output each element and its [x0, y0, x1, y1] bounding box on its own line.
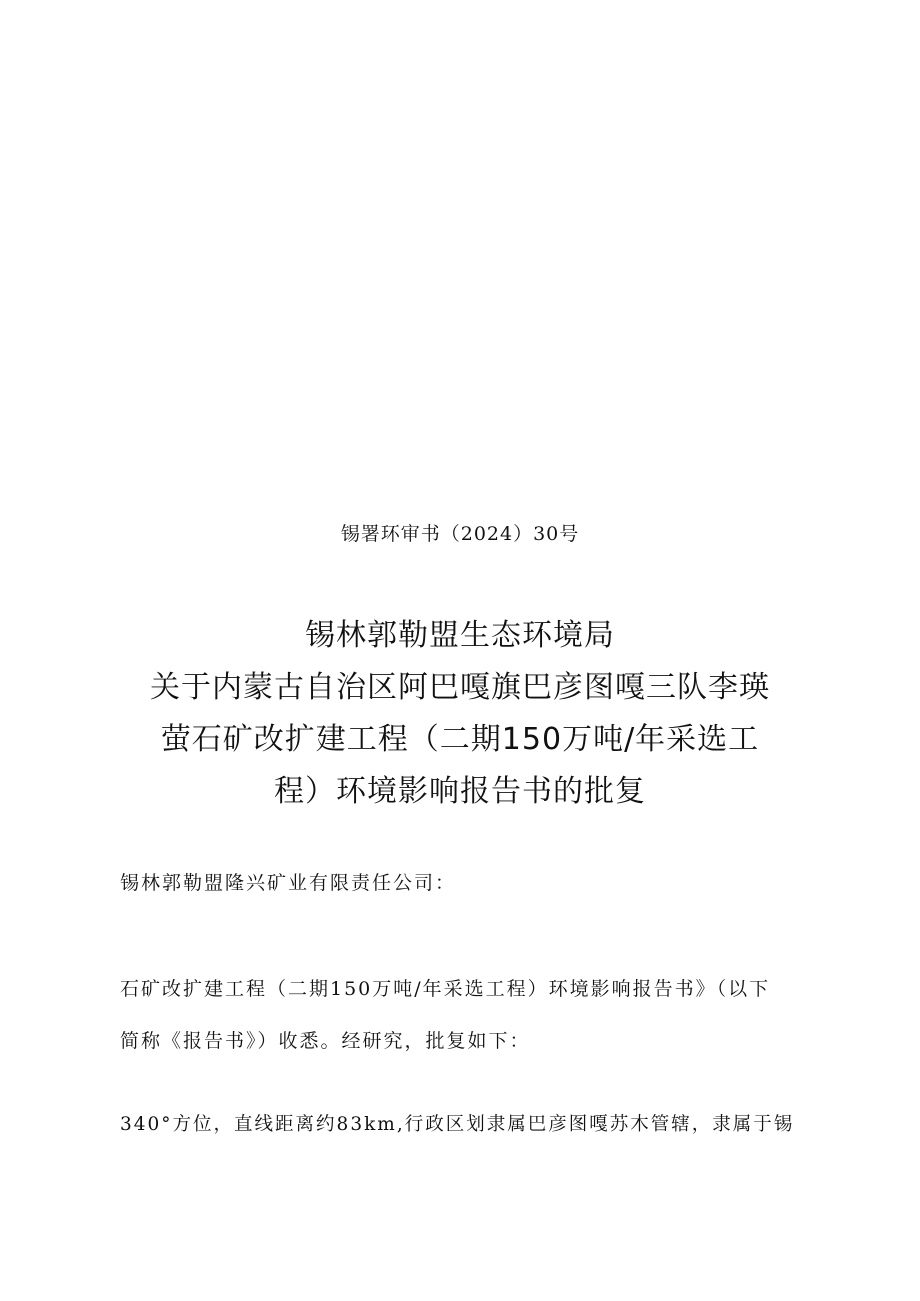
- addressee: 锡林郭勒盟隆兴矿业有限责任公司：: [120, 872, 457, 894]
- title-line-2: 关于内蒙古自治区阿巴嘎旗巴彦图嘎三队李瑛: [150, 670, 770, 705]
- title-line-3: 萤石矿改扩建工程（二期150万吨/年采选工: [160, 722, 760, 757]
- paragraph1-line-3: 简称《报告书》）收悉。经研究，批复如下：: [120, 1030, 531, 1052]
- title-line-1: 锡林郭勒盟生态环境局: [305, 618, 615, 653]
- paragraph2-line-2: 340°方位，直线距离约83km,行政区划隶属巴彦图嘎苏木管辖，隶属于锡: [120, 1114, 795, 1135]
- paragraph1-line-2: 石矿改扩建工程（二期150万吨/年采选工程）环境影响报告书》（以下: [120, 978, 771, 1000]
- document-title: [120, 610, 800, 818]
- doc-number: 锡署环审书（2024）30号: [340, 523, 580, 545]
- title-line-4: 程）环境影响报告书的批复: [274, 774, 646, 809]
